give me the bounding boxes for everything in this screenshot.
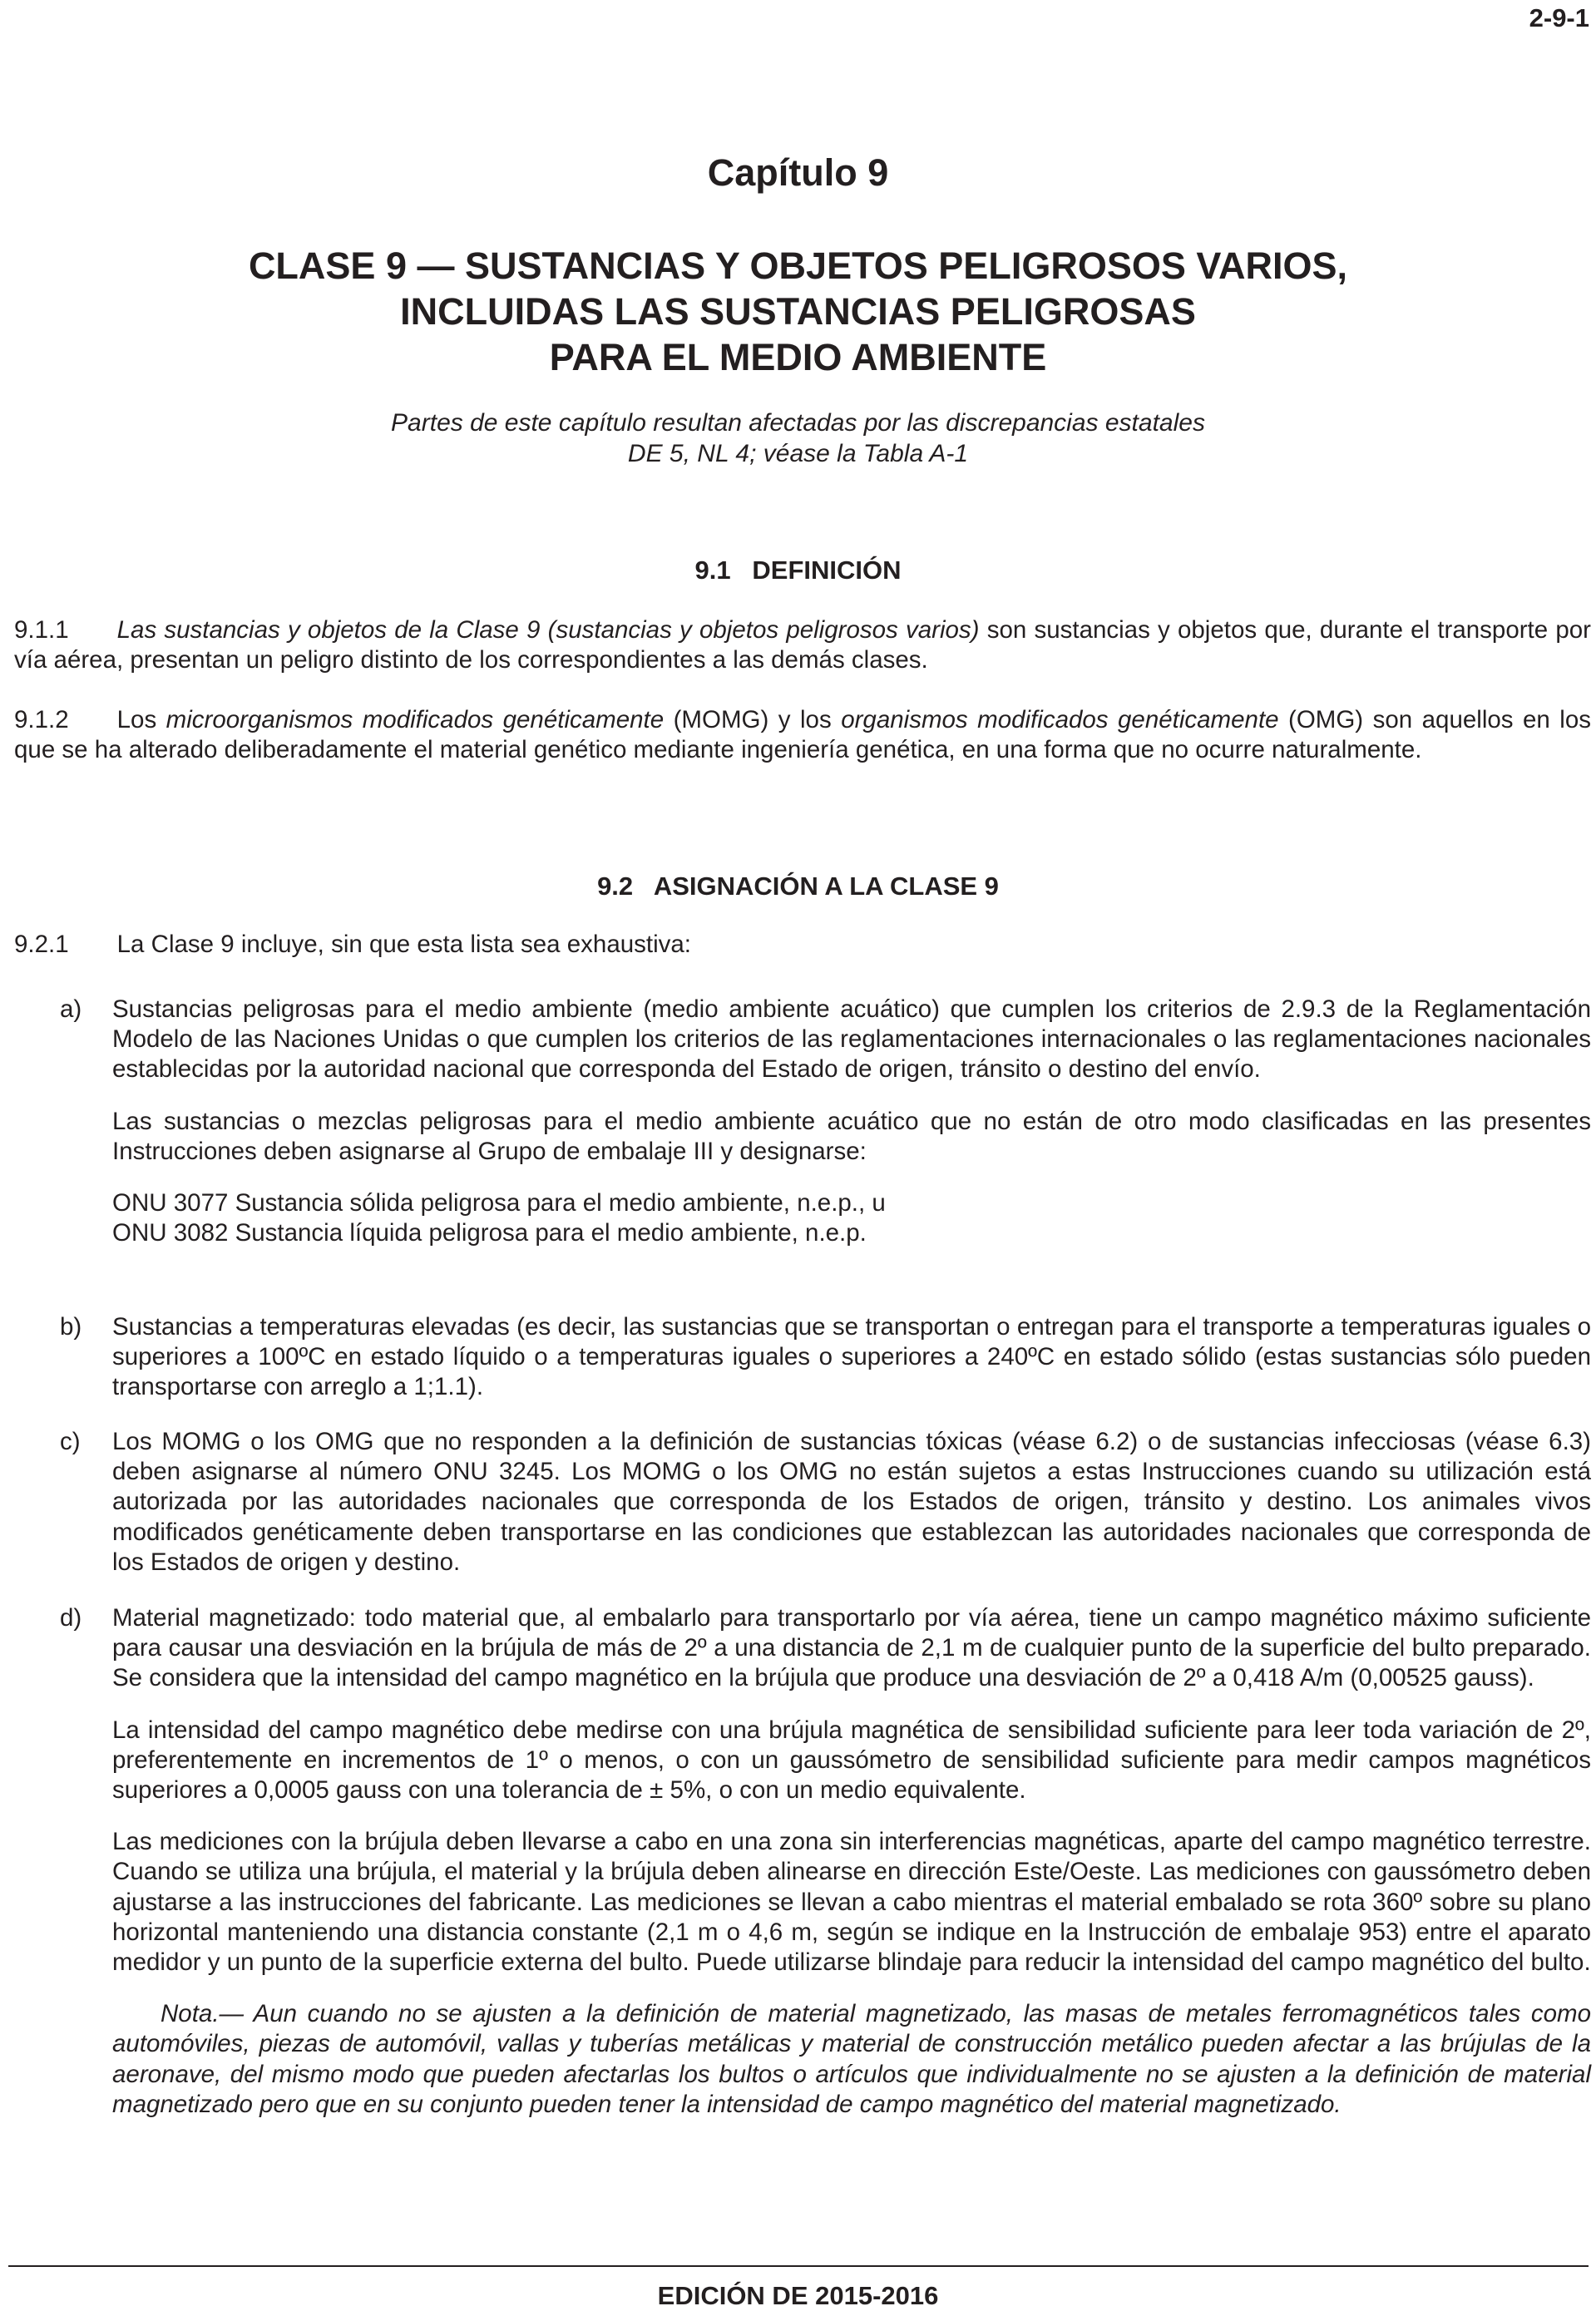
list-item-label: b) (60, 1313, 82, 1341)
chapter-title: Capítulo 9 (707, 151, 889, 194)
note (112, 1999, 1591, 2120)
list-item-label: d) (60, 1604, 82, 1632)
paragraph-number: 9.1.2 (14, 706, 69, 733)
list-item-c (14, 1427, 1591, 1578)
list-item-label: c) (60, 1428, 81, 1455)
paragraph-number: 9.2.1 (14, 931, 69, 958)
note-label: Nota.— (161, 2000, 245, 2028)
italic-text: Las sustancias y objetos de la Clase 9 (sustancias y objetos peligrosos varios) (116, 616, 980, 644)
un-entry: ONU 3077 Sustancia sólida peligrosa para el medio ambiente, n.e.p., u (112, 1189, 886, 1217)
chapter-heading-line: INCLUIDAS LAS SUSTANCIAS PELIGROSAS (400, 290, 1196, 333)
italic-text: organismos modificados genéticamente (841, 706, 1279, 733)
state-discrepancies-note (0, 407, 1596, 469)
un-entry: ONU 3082 Sustancia líquida peligrosa para el medio ambiente, n.e.p. (112, 1219, 867, 1247)
list-item-d (14, 1603, 1591, 2120)
list-item-b (14, 1312, 1591, 1403)
paragraph-text: son sustancias y objetos que, durante el transporte por vía aérea, presentan un peligro distinto de los correspondientes a las demás clases. (14, 616, 1591, 674)
italic-text: microorganismos modificados genéticamente (166, 706, 665, 733)
chapter-heading-line: PARA EL MEDIO AMBIENTE (549, 336, 1047, 378)
paragraph-text: (OMG) son aquellos en los que se ha alterado deliberadamente el material genético mediante ingeniería genética, en una forma que no ocurre naturalmente. (14, 706, 1591, 764)
page-number: 2-9-1 (1529, 3, 1589, 32)
footer-rule (8, 2265, 1589, 2267)
edition-footer: EDICIÓN DE 2015-2016 (657, 2281, 939, 2310)
paragraph-9-1-1 (14, 615, 1591, 675)
section-heading-9-2: 9.2 ASIGNACIÓN A LA CLASE 9 (597, 872, 999, 901)
paragraph-text: (MOMG) y los (664, 706, 842, 733)
list-item-text: Sustancias peligrosas para el medio ambiente (medio ambiente acuático) que cumplen los criterios de 2.9.3 de la Reglamentación Modelo de las Naciones Unidas o que cumplen los criterios de las reglamentaciones internacionales o las reglamentaciones nacionales establecidas por la autoridad nacional que corresponda del Estado de origen, tránsito o destino del envío. (112, 995, 1591, 1084)
chapter-heading (0, 243, 1596, 380)
list-item-text: Material magnetizado: todo material que, al embalarlo para transportarlo por vía aérea, tiene un campo magnético máximo suficiente para causar una desviación en la brújula de más de 2º a una distancia de 2,1 m de cualquier punto de la superficie del bulto preparado. Se considera que la intensidad del campo magnético en la brújula que produce una desviación de 2º a 0,418 A/m (0,00525 gauss). (112, 1604, 1591, 1692)
list-item-subparagraph: Las sustancias o mezclas peligrosas para el medio ambiente acuático que no están de otro modo clasificadas en las presentes Instrucciones deben asignarse al Grupo de embalaje III y designarse: (112, 1107, 1591, 1165)
note-text: Aun cuando no se ajusten a la definición de material magnetizado, las masas de metales ferromagnéticos tales como automóviles, piezas de automóvil, vallas y tuberías metálicas y material de construcción metálico pueden afectar a las brújulas de la aeronave, del mismo modo que pueden afectarlas los bultos o artículos que individualmente no se ajusten a la definición de material magnetizado pero que en su conjunto pueden tener la intensidad de campo magnético del material magnetizado. (112, 2000, 1591, 2118)
paragraph-9-1-2 (14, 705, 1591, 765)
list-item-text: Sustancias a temperaturas elevadas (es decir, las sustancias que se transportan o entregan para el transporte a temperaturas iguales o superiores a 100ºC en estado líquido o a temperaturas iguales o superiores a 240ºC en estado sólido (estas sustancias sólo pueden transportarse con arreglo a 1;1.1). (112, 1313, 1591, 1401)
list-item-a (14, 995, 1591, 1248)
paragraph-text: Los (116, 706, 166, 733)
chapter-heading-line: CLASE 9 — SUSTANCIAS Y OBJETOS PELIGROSOS VARIOS, (248, 244, 1348, 287)
paragraph-number: 9.1.1 (14, 616, 69, 644)
section-heading-9-1: 9.1 DEFINICIÓN (694, 556, 902, 585)
list-item-label: a) (60, 995, 82, 1023)
discrepancy-line: DE 5, NL 4; véase la Tabla A-1 (627, 440, 969, 467)
list-item-subparagraph: La intensidad del campo magnético debe medirse con una brújula magnética de sensibilidad suficiente para leer toda variación de 2º, preferentemente en incrementos de 1º o menos, o con un gaussómetro de sensibilidad suficiente para medir campos magnéticos superiores a 0,0005 gauss con una tolerancia de ± 5%, o con un medio equivalente. (112, 1716, 1591, 1805)
list-item-text: Los MOMG o los OMG que no responden a la definición de sustancias tóxicas (véase 6.2) o de sustancias infecciosas (véase 6.3) deben asignarse al número ONU 3245. Los MOMG o los OMG no están sujetos a estas Instrucciones cuando su utilización está autorizada por las autoridades nacionales que corresponda de los Estados de origen, tránsito y destino. Los animales vivos modificados genéticamente deben transportarse en las condiciones que establezcan las autoridades nacionales que corresponda de los Estados de origen y destino. (112, 1428, 1591, 1576)
list-item-subparagraph: Las mediciones con la brújula deben llevarse a cabo en una zona sin interferencias magnéticas, aparte del campo magnético terrestre. Cuando se utiliza una brújula, el material y la brújula deben alinearse en dirección Este/Oeste. Las mediciones con gaussómetro deben ajustarse a las instrucciones del fabricante. Las mediciones se llevan a cabo mientras el material embalado se rota 360º sobre su plano horizontal manteniendo una distancia constante (2,1 m o 4,6 m, según se indique en la Instrucción de embalaje 953) entre el aparato medidor y un punto de la superficie externa del bulto. Puede utilizarse blindaje para reducir la intensidad del campo magnético del bulto. (112, 1828, 1591, 1977)
paragraph-9-2-1 (14, 930, 1591, 960)
paragraph-text: La Clase 9 incluye, sin que esta lista sea exhaustiva: (116, 931, 691, 958)
discrepancy-line: Partes de este capítulo resultan afectadas por las discrepancias estatales (391, 409, 1205, 437)
un-number-list (112, 1188, 1591, 1248)
